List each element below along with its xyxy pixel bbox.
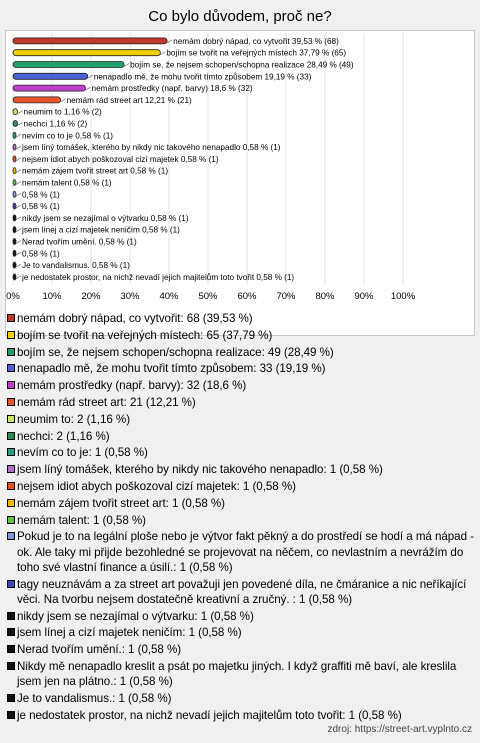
x-tick-label: 30%: [120, 290, 140, 302]
bar: [13, 250, 16, 256]
legend-item: [5, 609, 475, 624]
legend-label: nemám prostředky (např. barvy): 32 (18,6 %): [17, 379, 247, 393]
x-tick-label: 70%: [276, 290, 296, 302]
legend-item: [5, 691, 475, 706]
legend-item: [5, 412, 475, 427]
bar-chart: [6, 31, 474, 335]
bar-label: jsem línej a cizí majetek neničím 0,58 % (1): [22, 225, 180, 235]
legend-swatch: [7, 415, 15, 423]
bar: [13, 168, 16, 174]
label-leader: [16, 241, 21, 244]
legend: [5, 311, 475, 725]
legend-item: [5, 429, 475, 444]
bar-label: 0,58 % (1): [22, 249, 60, 259]
label-leader: [16, 182, 21, 185]
legend-item: [5, 345, 475, 360]
legend-label: nemám dobrý nápad, co vytvořit: 68 (39,53 %): [17, 312, 253, 325]
bar-label: je nedostatek prostor, na nichž nevadí jejich majitelům toto tvořit 0,58 % (1): [22, 272, 295, 282]
label-leader: [86, 87, 91, 90]
label-leader: [16, 264, 21, 267]
bar-label: neumim to 1,16 % (2): [23, 107, 102, 117]
source-note: zdroj: https://street-art.vyplnto.cz: [327, 724, 472, 735]
legend-label: Nerad tvořím umění.: 1 (0,58 %): [17, 643, 182, 657]
bar: [13, 97, 61, 103]
legend-swatch: [7, 448, 15, 456]
bar-label: nikdy jsem se nezajímal o výtvarku 0,58 % (1): [22, 213, 189, 223]
bar-label: nemám talent 0,58 % (1): [22, 178, 112, 188]
legend-swatch: [7, 711, 15, 719]
legend-label: nejsem idiot abych poškozoval cizí majetek: 1 (0,58 %): [17, 479, 296, 493]
legend-label: bojím se tvořit na veřejných místech: 65 (37,79 %): [17, 328, 273, 342]
legend-item: [5, 513, 475, 528]
legend-swatch: [7, 348, 15, 356]
bar: [13, 262, 16, 268]
bar: [13, 191, 16, 197]
x-tick-label: 80%: [315, 290, 335, 302]
label-leader: [88, 75, 93, 78]
legend-label: nikdy jsem se nezajímal o výtvarku: 1 (0,58 %): [17, 609, 254, 623]
legend-label: Pokud je to na legální ploše nebo je výtvor fakt pěkný a do prostředí se hodí a má nápad - ok. Ale taky mi přijde bezohledné se projevovat na něčem, co nevlastním a nevrážím do toho své vlastní finance a úsilí.: 1 (0,58 %): [17, 530, 474, 574]
bar-label: nejsem idiot abych poškozoval cizí majetek 0,58 % (1): [22, 154, 219, 164]
legend-item: [5, 659, 475, 689]
legend-item: [5, 445, 475, 460]
legend-swatch: [7, 432, 15, 440]
legend-swatch: [7, 465, 15, 473]
legend-label: nemám rád street art: 21 (12,21 %): [17, 395, 196, 409]
bar-label: nevím co to je 0,58 % (1): [22, 131, 114, 141]
legend-label: bojím se, že nejsem schopen/schopna realizace: 49 (28,49 %): [17, 345, 334, 359]
label-leader: [124, 64, 129, 67]
legend-swatch: [7, 662, 15, 670]
legend-label: jsem línej a cizí majetek neničím: 1 (0,58 %): [17, 626, 242, 640]
x-tick-label: 60%: [237, 290, 257, 302]
bar: [13, 85, 86, 91]
bar: [13, 156, 16, 162]
x-tick-label: 50%: [198, 290, 218, 302]
legend-label: jsem líný tomášek, kterého by nikdy nic takového nenapadlo: 1 (0,58 %): [17, 463, 383, 477]
legend-swatch: [7, 499, 15, 507]
legend-swatch: [7, 628, 15, 636]
legend-label: tagy neuznávám a za street art považuji jen povedené díla, ne čmáranice a nic neříkající věci. Na tvorbu nejsem dostatečně kreativní a zručný. : 1 (0,58 %): [17, 577, 467, 606]
legend-label: nemám talent: 1 (0,58 %): [17, 513, 146, 527]
x-tick-label: 0%: [6, 290, 20, 302]
legend-swatch: [7, 516, 15, 524]
legend-item: [5, 311, 475, 326]
legend-label: Je to vandalismus.: 1 (0,58 %): [17, 691, 172, 705]
legend-item: [5, 328, 475, 343]
label-leader: [18, 123, 23, 126]
legend-swatch: [7, 580, 15, 588]
legend-item: [5, 529, 475, 575]
chart-title: Co bylo důvodem, proč ne?: [148, 8, 332, 25]
legend-swatch: [7, 645, 15, 653]
legend-item: [5, 642, 475, 657]
legend-swatch: [7, 482, 15, 490]
bar: [13, 203, 16, 209]
bar: [13, 144, 16, 150]
bar: [13, 227, 16, 233]
label-leader: [16, 170, 21, 173]
bar: [13, 50, 160, 56]
bar-label: bojím se tvořit na veřejných místech 37,79 % (65): [166, 48, 347, 58]
label-leader: [61, 99, 66, 102]
legend-item: [5, 378, 475, 393]
legend-item: [5, 479, 475, 494]
label-leader: [16, 217, 21, 220]
label-leader: [16, 276, 21, 279]
legend-label: neumim to: 2 (1,16 %): [17, 412, 131, 426]
bar-label: nemám dobrý nápad, co vytvořit 39,53 % (68): [173, 36, 339, 46]
bar: [13, 73, 88, 79]
x-tick-label: 90%: [354, 290, 374, 302]
label-leader: [16, 205, 21, 208]
legend-item: [5, 577, 475, 607]
bar-label: nemám prostředky (např. barvy) 18,6 % (32): [91, 84, 253, 94]
bar: [13, 239, 16, 245]
legend-swatch: [7, 612, 15, 620]
label-leader: [16, 229, 21, 232]
legend-swatch: [7, 398, 15, 406]
legend-item: [5, 395, 475, 410]
bar: [13, 132, 16, 138]
bar: [13, 38, 167, 44]
bar: [13, 121, 18, 127]
bar-label: nenapadlo mě, že mohu tvořit tímto způsobem 19,19 % (33): [93, 72, 312, 82]
legend-swatch: [7, 364, 15, 372]
x-tick-label: 40%: [159, 290, 179, 302]
legend-label: nemám zájem tvořit street art: 1 (0,58 %): [17, 496, 225, 510]
bar: [13, 274, 16, 280]
bar-label: Je to vandalismus. 0,58 % (1): [22, 261, 130, 271]
legend-swatch: [7, 694, 15, 702]
bar-label: Nerad tvořím umění. 0,58 % (1): [22, 237, 137, 247]
label-leader: [16, 252, 21, 255]
legend-item: [5, 462, 475, 477]
label-leader: [16, 134, 21, 137]
bar-label: 0,58 % (1): [22, 202, 60, 212]
legend-item: [5, 625, 475, 640]
legend-label: nenapadlo mě, že mohu tvořit tímto způsobem: 33 (19,19 %): [17, 362, 326, 376]
legend-label: nevím co to je: 1 (0,58 %): [17, 446, 148, 460]
x-tick-label: 20%: [81, 290, 101, 302]
label-leader: [16, 146, 21, 149]
bar: [13, 109, 18, 115]
bar-label: jsem líný tomášek, kterého by nikdy nic takového nenapadlo 0,58 % (1): [22, 143, 281, 153]
legend-swatch: [7, 331, 15, 339]
label-leader: [167, 40, 172, 43]
label-leader: [16, 193, 21, 196]
legend-label: je nedostatek prostor, na nichž nevadí jejich majitelům toto tvořit: 1 (0,58 %): [17, 708, 402, 722]
x-tick-label: 100%: [390, 290, 416, 302]
bar-label: 0,58 % (1): [22, 190, 60, 200]
legend-label: Nikdy mě nenapadlo kreslit a psát po majetku jiných. I když graffiti mě baví, ale kreslila jsem jen na plátno.: 1 (0,58 %): [17, 659, 457, 689]
label-leader: [16, 158, 21, 161]
bar-label: nemám zájem tvořit street art 0,58 % (1): [22, 166, 169, 176]
label-leader: [160, 52, 165, 55]
legend-item: [5, 708, 475, 723]
legend-label: nechci: 2 (1,16 %): [17, 429, 110, 443]
bar-label: nemám rád street art 12,21 % (21): [66, 95, 192, 105]
legend-swatch: [7, 381, 15, 389]
bar-label: bojím se, že nejsem schopen/schopna realizace 28,49 % (49): [130, 60, 354, 70]
label-leader: [18, 111, 23, 114]
legend-swatch: [7, 314, 15, 322]
bar: [13, 180, 16, 186]
bar: [13, 62, 124, 68]
legend-item: [5, 496, 475, 511]
bar-label: nechci 1,16 % (2): [23, 119, 88, 129]
legend-item: [5, 361, 475, 376]
chart-panel: [5, 30, 475, 336]
x-tick-label: 10%: [42, 290, 62, 302]
bar: [13, 215, 16, 221]
legend-swatch: [7, 532, 15, 540]
